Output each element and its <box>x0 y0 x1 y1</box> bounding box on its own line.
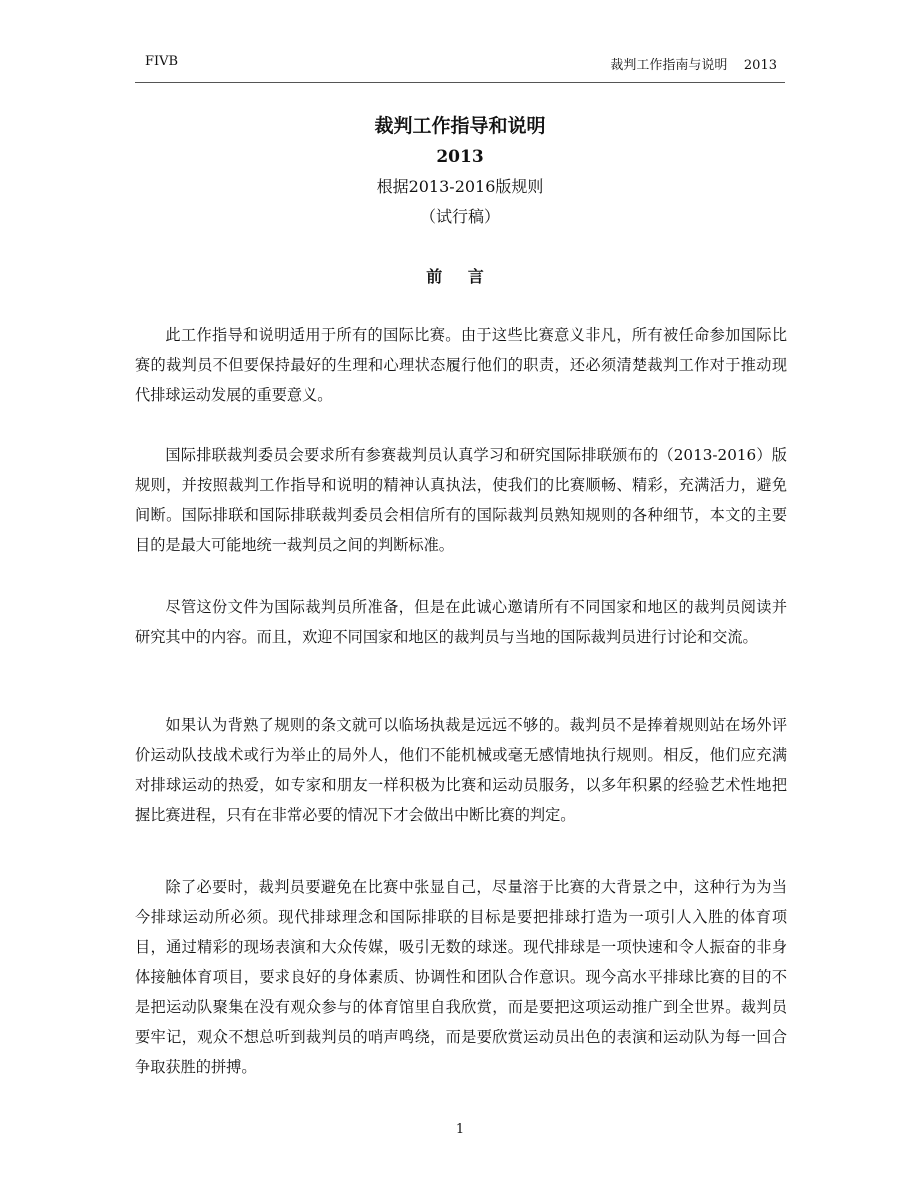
header-doc-title: 裁判工作指南与说明 2013 <box>610 58 777 73</box>
document-draft-note: （试行稿） <box>419 207 500 226</box>
paragraph-2: 国际排联裁判委员会要求所有参赛裁判员认真学习和研究国际排联颁布的（2013-2016）版规则，并按照裁判工作指导和说明的精神认真执法，使我们的比赛顺畅、精彩，充满活力，避免间断。国际排联和国际排联裁判委员会相信所有的国际裁判员熟知规则的各种细节，本文的主要目的是最大可能地统一裁判员之间的判断标准。 <box>135 446 787 554</box>
paragraph-5: 除了必要时，裁判员要避免在比赛中张显自己，尽量溶于比赛的大背景之中，这种行为为当今排球运动所必须。现代排球理念和国际排联的目标是要把排球打造为一项引人入胜的体育项目，通过精彩的现场表演和大众传媒，吸引无数的球迷。现代排球是一项快速和令人振奋的非身体接触体育项目，要求良好的身体素质、协调性和团队合作意识。现今高水平排球比赛的目的不是把运动队聚集在没有观众参与的体育馆里自我欣赏，而是要把这项运动推广到全世界。裁判员要牢记，观众不想总听到裁判员的哨声鸣绕，而是要欣赏运动员出色的表演和运动队为每一回合争取获胜的拼搏。 <box>135 878 787 1076</box>
paragraph-4: 如果认为背熟了规则的条文就可以临场执裁是远远不够的。裁判员不是捧着规则站在场外评价运动队技战术或行为举止的局外人，他们不能机械或毫无感情地执行规则。相反，他们应充满对排球运动的热爱，如专家和朋友一样积极为比赛和运动员服务，以多年积累的经验艺术性地把握比赛进程，只有在非常必要的情况下才会做出中断比赛的判定。 <box>135 716 787 824</box>
document-title: 裁判工作指导和说明 <box>374 115 546 137</box>
page-number: 1 <box>455 1122 465 1137</box>
preface-heading: 前 言 <box>426 267 494 286</box>
page-header <box>135 50 785 83</box>
document-subtitle: 根据2013-2016版规则 <box>376 177 544 196</box>
paragraph-3: 尽管这份文件为国际裁判员所准备，但是在此诚心邀请所有不同国家和地区的裁判员阅读并研究其中的内容。而且，欢迎不同国家和地区的裁判员与当地的国际裁判员进行讨论和交流。 <box>135 598 787 646</box>
paragraph-1: 此工作指导和说明适用于所有的国际比赛。由于这些比赛意义非凡，所有被任命参加国际比赛的裁判员不但要保持最好的生理和心理状态履行他们的职责，还必须清楚裁判工作对于推动现代排球运动发展的重要意义。 <box>135 326 787 404</box>
document-year: 2013 <box>436 147 484 167</box>
header-org: FIVB <box>145 54 179 69</box>
title-block <box>0 112 920 232</box>
